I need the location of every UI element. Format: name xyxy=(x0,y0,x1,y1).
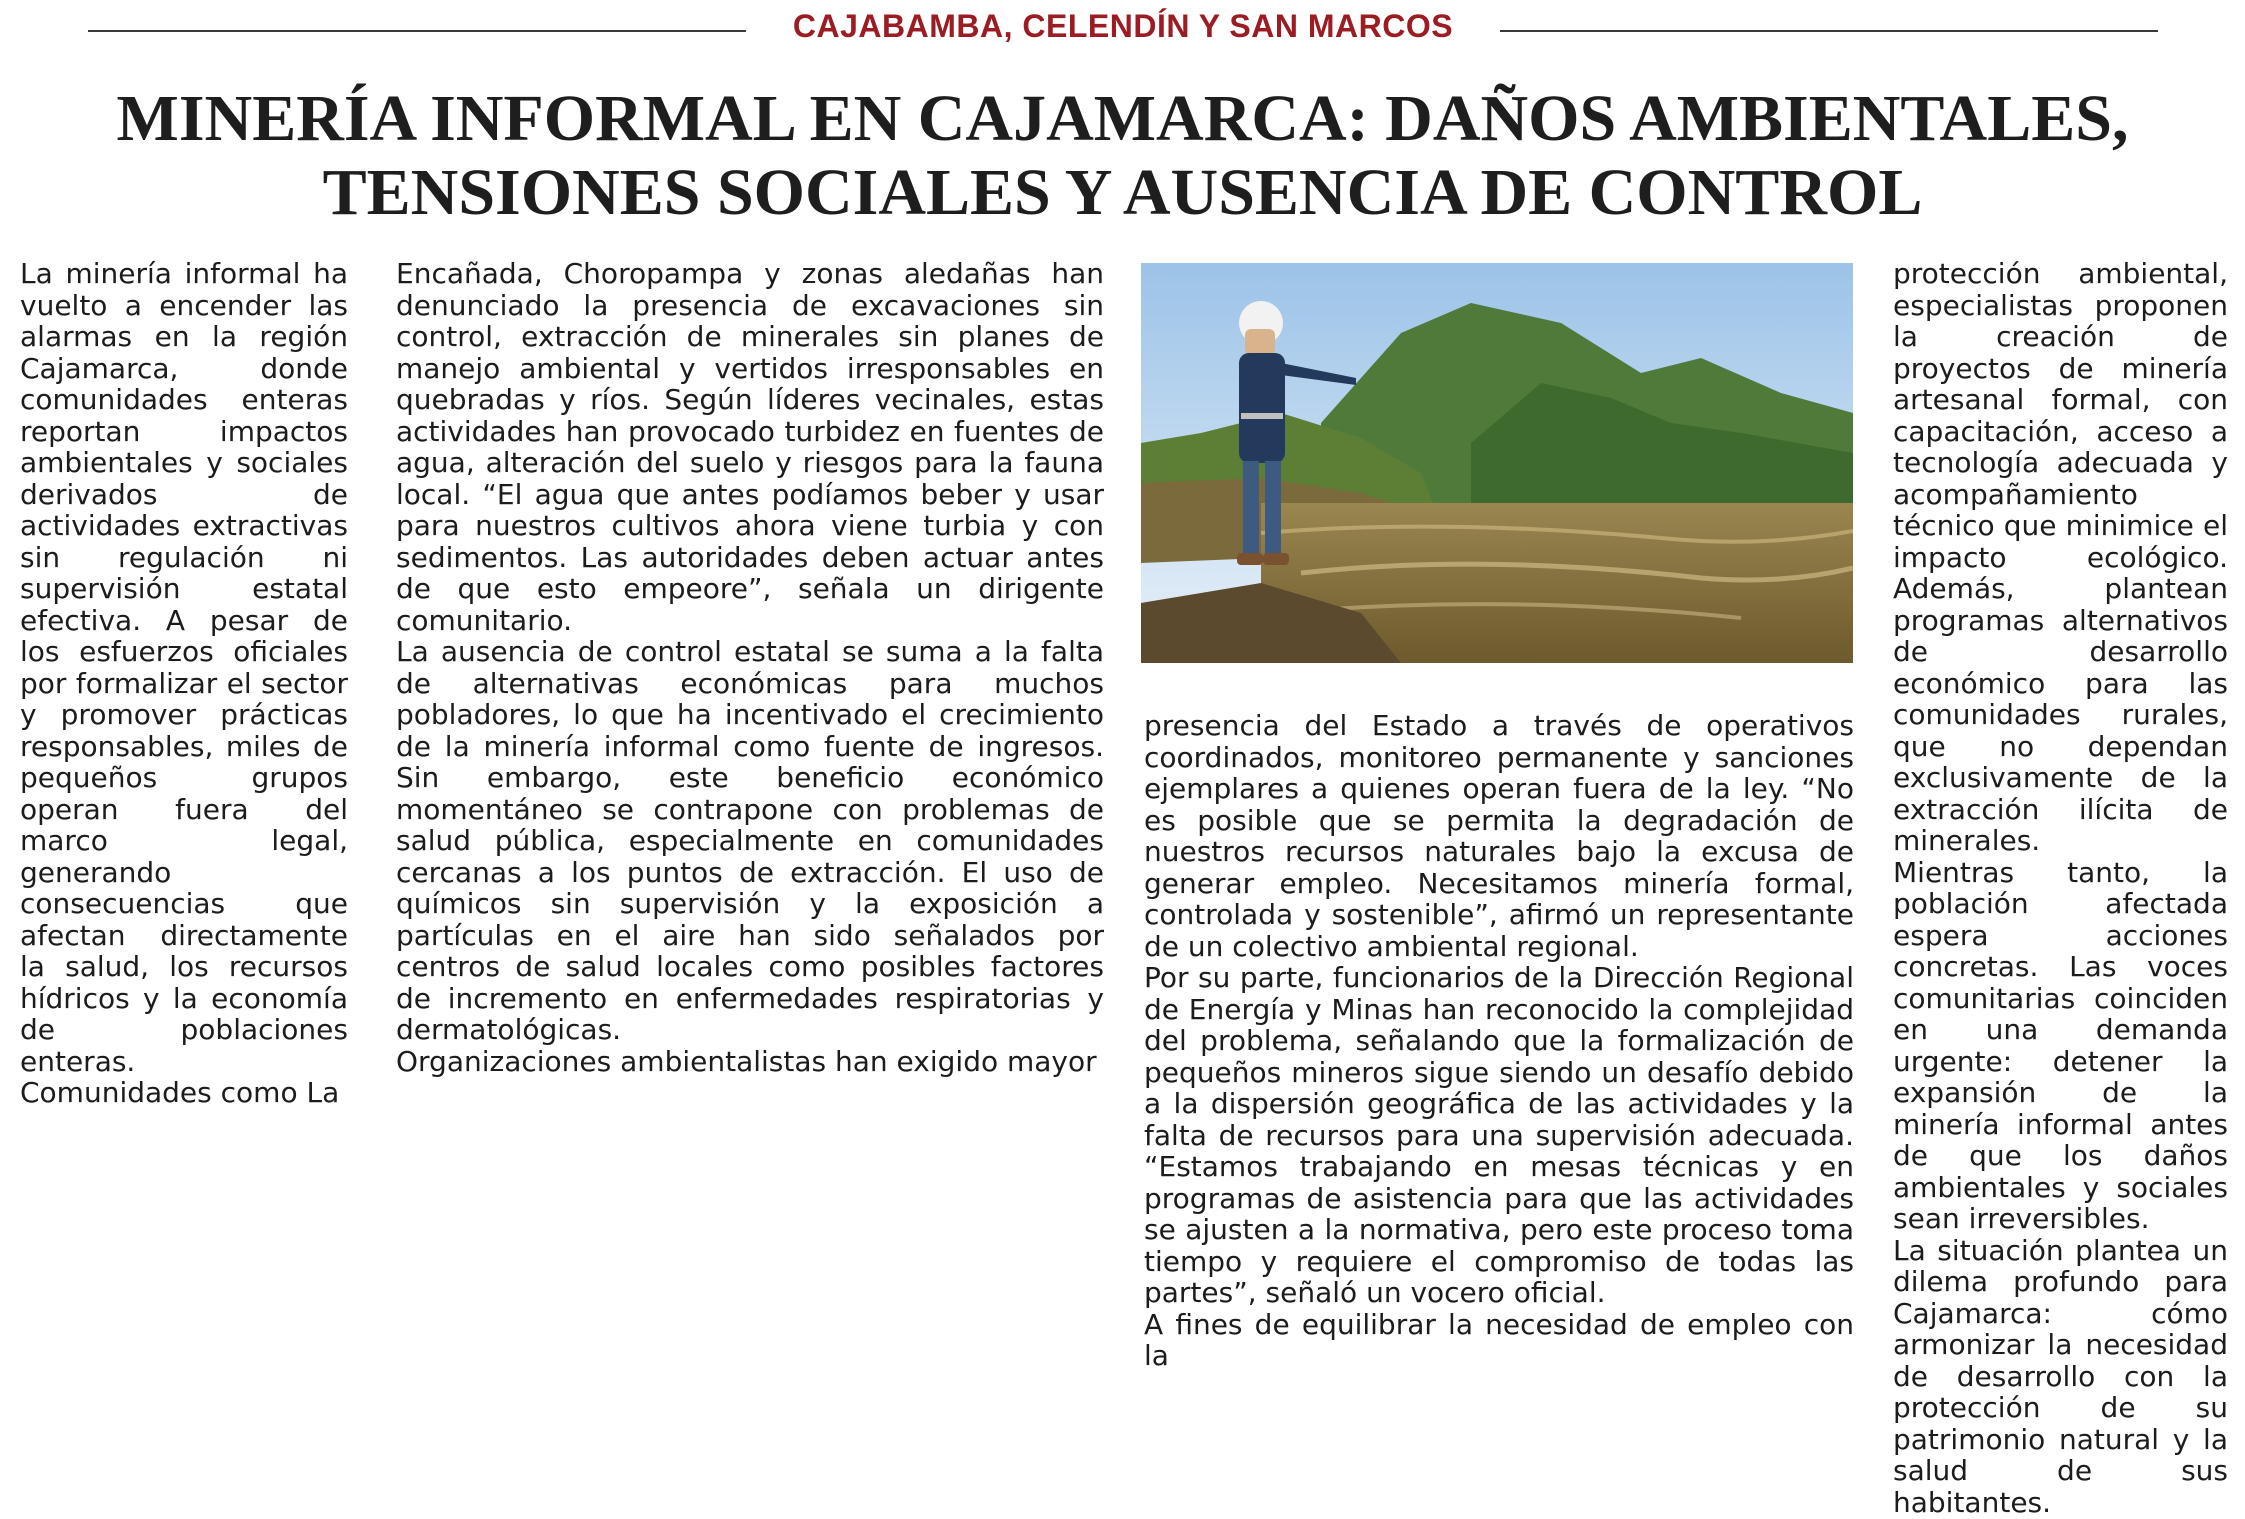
headline-line-1: MINERÍA INFORMAL EN CAJAMARCA: DAÑOS AMBIENTALES, xyxy=(116,82,2129,155)
paragraph: presencia del Estado a través de operativos coordinados, monitoreo permanente y sanciones ejemplares a quienes operan fuera de la ley. “No es posible que se permita la degradación de nuestros recursos naturales bajo la excusa de generar empleo. Necesitamos minería formal, controlada y sostenible”, afirmó un representante de un colectivo ambiental regional. xyxy=(1144,709,1854,963)
headline xyxy=(60,82,2185,230)
paragraph: Por su parte, funcionarios de la Dirección Regional de Energía y Minas han reconocido la complejidad del problema, señalando que la formalización de pequeños mineros sigue siendo un desafío debido a la dispersión geográfica de las actividades y la falta de recursos para una supervisión adecuada. “Estamos trabajando en mesas técnicas y en programas de asistencia para que las actividades se ajusten a la normativa, pero este proceso toma tiempo y requiere el compromiso de todas las partes”, señaló un vocero oficial. xyxy=(1144,961,1854,1309)
river-landscape-photo xyxy=(1141,263,1853,663)
paragraph: La minería informal ha vuelto a encender las alarmas en la región Cajamarca, donde comunidades enteras reportan impactos ambientales y sociales derivados de actividades extractivas sin regulación ni supervisión estatal efectiva. A pesar de los esfuerzos oficiales por formalizar el sector y promover prácticas responsables, miles de pequeños grupos operan fuera del marco legal, generando consecuencias que afectan directamente la salud, los recursos hídricos y la economía de poblaciones enteras. xyxy=(20,257,348,1078)
article-column-2 xyxy=(396,258,1104,1077)
article-column-1 xyxy=(20,258,348,1109)
article-column-3 xyxy=(1144,710,1854,1372)
paragraph: Encañada, Choropampa y zonas aledañas han denunciado la presencia de excavaciones sin control, extracción de minerales sin planes de manejo ambiental y vertidos irresponsables en quebradas y ríos. Según líderes vecinales, estas actividades han provocado turbidez en fuentes de agua, alteración del suelo y riesgos para la fauna local. “El agua que antes podíamos beber y usar para nuestros cultivos ahora viene turbia y con sedimentos. Las autoridades deben actuar antes de que esto empeore”, señala un dirigente comunitario. xyxy=(396,257,1104,637)
headline-line-2: TENSIONES SOCIALES Y AUSENCIA DE CONTROL xyxy=(322,156,1923,229)
paragraph: La ausencia de control estatal se suma a la falta de alternativas económicas para muchos pobladores, lo que ha incentivado el crecimiento de la minería informal como fuente de ingresos. Sin embargo, este beneficio económico momentáneo se contrapone con problemas de salud pública, especialmente en comunidades cercanas a los puntos de extracción. El uso de químicos sin supervisión y la exposición a partículas en el aire han sido señalados por centros de salud locales como posibles factores de incremento en enfermedades respiratorias y dermatológicas. xyxy=(396,635,1104,1046)
paragraph: La situación plantea un dilema profundo para Cajamarca: cómo armonizar la necesidad de desarrollo con la protección de su patrimonio natural y la salud de sus habitantes. xyxy=(1893,1233,2228,1519)
paragraph: Comunidades como La xyxy=(20,1076,340,1109)
paragraph: Organizaciones ambientalistas han exigido mayor xyxy=(396,1044,1097,1078)
paragraph: A fines de equilibrar la necesidad de empleo con la xyxy=(1144,1307,1854,1372)
paragraph: protección ambiental, especialistas proponen la creación de proyectos de minería artesanal formal, con capacitación, acceso a tecnología adecuada y acompañamiento técnico que minimice el impacto ecológico. Además, plantean programas alternativos de desarrollo económico para las comunidades rurales, que no dependan exclusivamente de la extracción ilícita de minerales. xyxy=(1893,257,2228,857)
header-rule-right xyxy=(1500,30,2158,32)
section-label: CAJABAMBA, CELENDÍN Y SAN MARCOS xyxy=(792,8,1454,44)
paragraph: Mientras tanto, la población afectada espera acciones concretas. Las voces comunitarias coinciden en una demanda urgente: detener la expansión de la minería informal antes de que los daños ambientales y sociales sean irreversibles. xyxy=(1893,855,2228,1235)
article-column-4 xyxy=(1893,258,2228,1518)
header-rule-left xyxy=(88,30,746,32)
article-photo xyxy=(1141,263,1853,663)
